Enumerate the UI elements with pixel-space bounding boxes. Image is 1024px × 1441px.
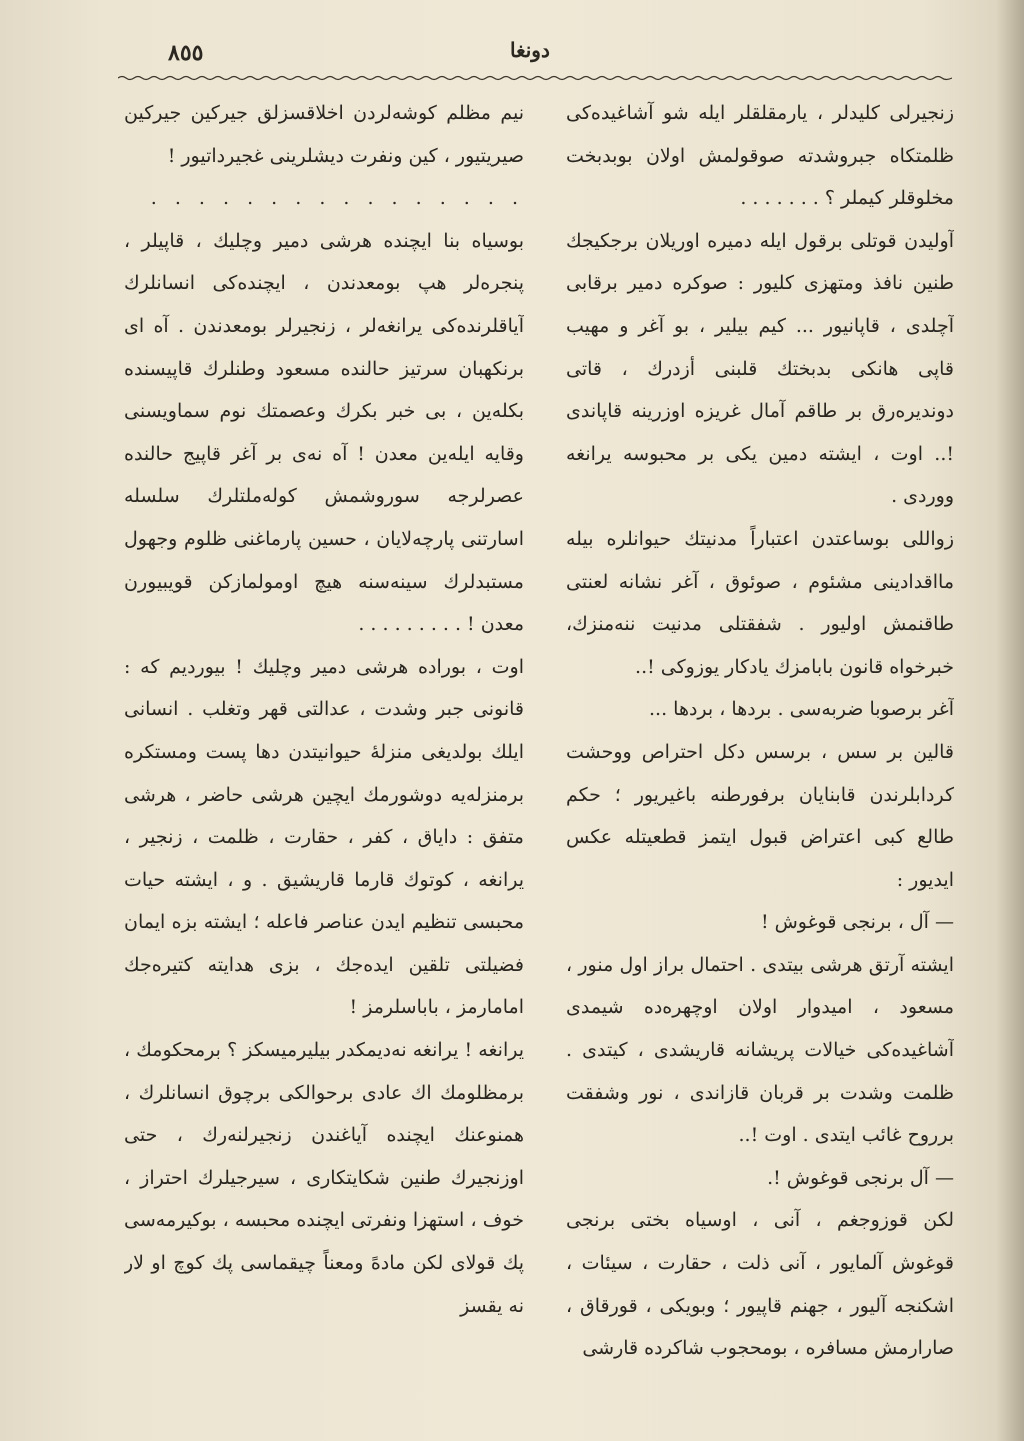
right-para-8: — آل برنجی قوغوش !.: [767, 1166, 954, 1189]
running-title: دونغا: [510, 38, 550, 62]
dotted-separator: . . . . . . . . . . . . . . . .: [150, 187, 524, 210]
right-para-9: لکن قوزوجغم ، آنی ، اوسیاه بختی برنجی قوغوش آلمایور ، آنی ذلت ، حقارت ، سیئات ، اشکنجه آلیور ، جهنم قاپیور ؛ وبویکی ، قورقاق ، صارارمش مسافره ، بومحجوب شاکرده قارشی: [566, 1209, 954, 1360]
page-header: [118, 38, 948, 78]
right-para-2: آولیدن قوتلی برقول ایله دمیره اوریلان برجکیجك طنین نافذ ومتهزی کلیور : صوکره دمیر برقابی آچلدی ، قاپانیور ... کیم بیلیر ، بو آغر و مهیب قاپی هانکی بدبختك قلبنی أزدرك ، قاتی دوندیره‌رق بر طاقم آمال غریزه اوزرینه قاپاندی !.. اوت ، ایشته دمین یکی بر محبوسه یرانغه ووردی .: [566, 229, 954, 508]
header-rule: [118, 74, 952, 82]
right-para-4: آغر برصوبا ضربه‌سی . بردها ، بردها ...: [649, 698, 954, 721]
left-para-2: بوسیاه بنا ایچنده هرشی دمیر وچلیك ، قاپیلر ، پنجره‌لر هپ بومعدندن ، ایچنده‌کی انسانلرك آیاقلرنده‌کی یرانغه‌لر ، زنجیرلر بومعدندن . آه ای برنکهبان سرتیز حالنده مسعود وطنلرك قاپیسنده بکله‌ین ، بی خبر بکرك وعصمتك نوم سماویسنی وقایه ایله‌ین معدن ! آه نه‌ی بر آغر قاپیج حالنده عصرلرجه سوروشمش کوله‌ملتلرك سلسله اسارتنی پارچه‌لایان ، حسین پارماغنی ظلوم وجهول مستبدلرك سینه‌سنه هیچ اومولمازکن قویبیورن معدن ! . . . . . . . . .: [124, 229, 524, 636]
right-para-7: ایشته آرتق هرشی بیتدی . احتمال براز اول منور ، مسعود ، امیدوار اولان اوچهره‌ده شیمدی آشاغیده‌کی خیالات پریشانه قاریشدی ، کیتدی . ظلمت وشدت بر قربان قازاندی ، نور وشفقت برروح غائب ایتدی . اوت !..: [566, 953, 954, 1147]
page-number: ٨٥٥: [168, 40, 204, 66]
right-para-1: زنجیرلی کلیدلر ، یارمقلقلر ایله شو آشاغیده‌کی ظلمتکاه جبروشدته صوقولمش اولان بوبدبخت مخلوقلر کیملر ؟ . . . . . . .: [566, 102, 954, 210]
left-para-3: اوت ، بوراده هرشی دمیر وچلیك ! بیوردیم که : قانونی جبر وشدت ، عدالتی قهر وتغلب . انسانی ایلك بولدیغی منزلهٔ حیوانیتدن دها پست ومستکره برمنزله‌یه دوشورمك ایچین هرشی حاضر ، هرشی متفق : دایاق ، کفر ، حقارت ، ظلمت ، زنجیر ، یرانغه ، کوتوك قارما قاریشیق . و ، ایشته حیات محبسی تنظیم ایدن عناصر فاعله ؛ ایشته بزه ایمان فضیلتی تلقین ایده‌جك ، بزی هدایته کتیره‌جك امامارمز ، باباسلرمز !: [124, 655, 524, 1019]
right-para-6: — آل ، برنجی قوغوش !: [760, 911, 954, 934]
left-column: [124, 92, 524, 1392]
left-para-1: نیم مظلم کوشه‌لردن اخلاقسزلق جیرکین جیرکین صیریتیور ، کین ونفرت دیشلرینی غجیرداتیور !: [124, 102, 524, 167]
left-para-4: یرانغه ! یرانغه نه‌دیمکدر بیلیرمیسکز ؟ برمحکومك ، برمظلومك اك عادی برحوالکی برچوق انسانلرك ، همنوعنك ایچنده آیاغندن زنجیرلنه‌رك ، حتی اوزنجیرك طنین شکایتکاری ، سیرجیلرك احتراز ، خوف ، استهزا ونفرتی ایچنده محبسه ، بوکیرمه‌سی پك قولای لکن مادهً ومعناً چیقماسی پك کوچ او لار نه یقسز: [124, 1039, 524, 1317]
right-para-3: زواللی بوساعتدن اعتباراً مدنیتك حیوانلره بیله مااقدادینی مشئوم ، صوئوق ، آغر نشانه لعنتی طاقنمش اولیور . شفقتلی مدنیت ننه‌منزك، خبرخواه قانون بابامزك یادکار یوزوکی !..: [566, 527, 954, 678]
right-column: [566, 92, 954, 1392]
page-edge-shadow: [996, 0, 1024, 1441]
right-para-5: قالین بر سس ، برسس دکل احتراص ووحشت کردابلرندن قابنایان برفورطنه باغیریور ؛ حکم طالع کبی اعتراض قبول ایتمز قطعیتله عکس ایدیور :: [566, 740, 954, 891]
